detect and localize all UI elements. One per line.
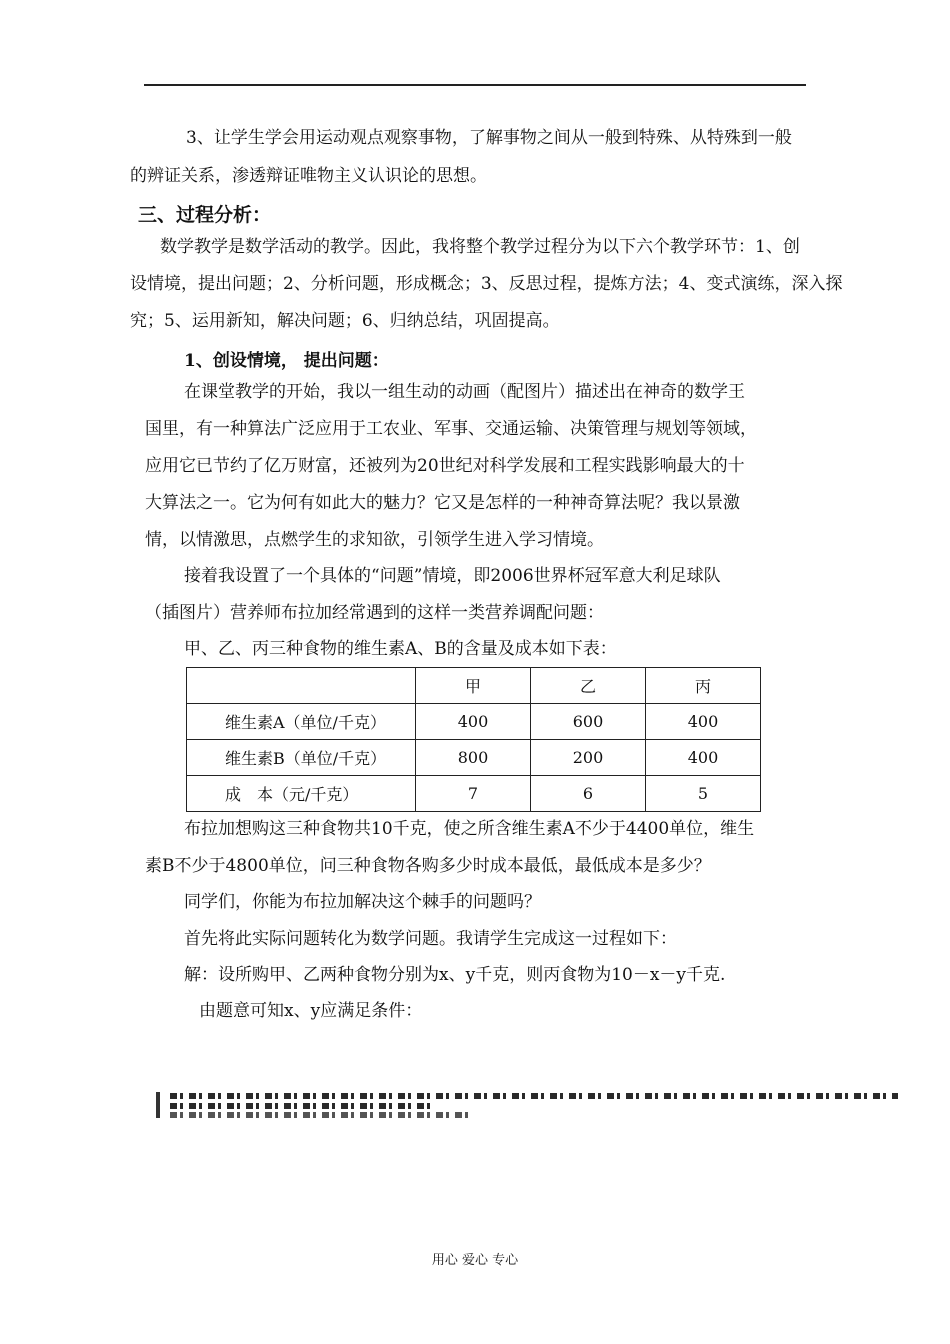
table-cell: 600 <box>531 704 646 740</box>
table-header-cell: 乙 <box>531 668 646 704</box>
step1-para2-line: 接着我设置了一个具体的“问题”情境，即2006世界杯冠军意大利足球队 <box>184 566 721 586</box>
condition-line: 由题意可知x、y应满足条件： <box>199 1001 423 1021</box>
step1-para2-line: （插图片）营养师布拉加经常遇到的这样一类营养调配问题： <box>145 603 604 623</box>
step1-para1-line: 大算法之一。它为何有如此大的魅力？它又是怎样的一种神奇算法呢？我以景激 <box>145 493 740 513</box>
section3-intro-line: 设情境，提出问题；2、分析问题，形成概念；3、反思过程，提炼方法；4、变式演练，深入探 <box>130 274 843 294</box>
table-header-cell: 丙 <box>646 668 761 704</box>
problem-line: 同学们，你能为布拉加解决这个棘手的问题吗？ <box>184 892 541 912</box>
section3-heading: 三、过程分析： <box>138 204 272 226</box>
garbled-row <box>170 1112 470 1118</box>
table-row-label: 成 本（元/千克） <box>187 776 416 812</box>
step1-heading: 1、创设情境， 提出问题： <box>184 351 389 371</box>
step1-para1-line: 国里，有一种算法广泛应用于工农业、军事、交通运输、决策管理与规划等领域， <box>145 419 757 439</box>
goal-item3-line1: 3、让学生学会用运动观点观察事物，了解事物之间从一般到特殊、从特殊到一般 <box>186 128 792 148</box>
table-cell: 400 <box>416 704 531 740</box>
goal-item3-line2: 的辨证关系，渗透辩证唯物主义认识论的思想。 <box>130 166 487 186</box>
table-row <box>187 776 761 812</box>
problem-line: 首先将此实际问题转化为数学问题。我请学生完成这一过程如下： <box>184 929 677 949</box>
solution-line: 解：设所购甲、乙两种食物分别为x、y千克，则丙食物为10－x－y千克. <box>184 965 726 985</box>
garbled-row <box>170 1103 430 1109</box>
table-header-cell: 甲 <box>416 668 531 704</box>
table-row <box>187 704 761 740</box>
bracket-mark <box>156 1092 160 1118</box>
section3-intro-line: 究；5、运用新知，解决问题；6、归纳总结，巩固提高。 <box>130 311 560 331</box>
garbled-equation-image <box>156 1088 901 1122</box>
page-footer: 用心 爱心 专心 <box>431 1253 519 1268</box>
step1-para1-line: 在课堂教学的开始，我以一组生动的动画（配图片）描述出在神奇的数学王 <box>184 382 745 402</box>
table-header-row <box>187 668 761 704</box>
table-cell: 200 <box>531 740 646 776</box>
table-row-label: 维生素B（单位/千克） <box>187 740 416 776</box>
table-cell: 800 <box>416 740 531 776</box>
table-header-cell <box>187 668 416 704</box>
step1-para1-line: 情，以情激思，点燃学生的求知欲，引领学生进入学习情境。 <box>145 530 604 550</box>
table-cell: 400 <box>646 740 761 776</box>
nutrition-table <box>186 667 761 812</box>
table-row-label: 维生素A（单位/千克） <box>187 704 416 740</box>
table-cell: 7 <box>416 776 531 812</box>
table-cell: 5 <box>646 776 761 812</box>
problem-line: 布拉加想购这三种食物共10千克，使之所含维生素A不少于4400单位，维生 <box>184 819 755 839</box>
table-cell: 400 <box>646 704 761 740</box>
table-intro: 甲、乙、丙三种食物的维生素A、B的含量及成本如下表： <box>184 639 617 659</box>
table-cell: 6 <box>531 776 646 812</box>
step1-para1-line: 应用它已节约了亿万财富，还被列为20世纪对科学发展和工程实践影响最大的十 <box>145 456 745 476</box>
header-rule <box>144 84 806 86</box>
table-row <box>187 740 761 776</box>
garbled-row <box>170 1093 898 1099</box>
problem-line: 素B不少于4800单位，问三种食物各购多少时成本最低，最低成本是多少？ <box>145 856 711 876</box>
section3-intro-line: 数学教学是数学活动的教学。因此，我将整个教学过程分为以下六个教学环节：1、创 <box>160 237 800 257</box>
